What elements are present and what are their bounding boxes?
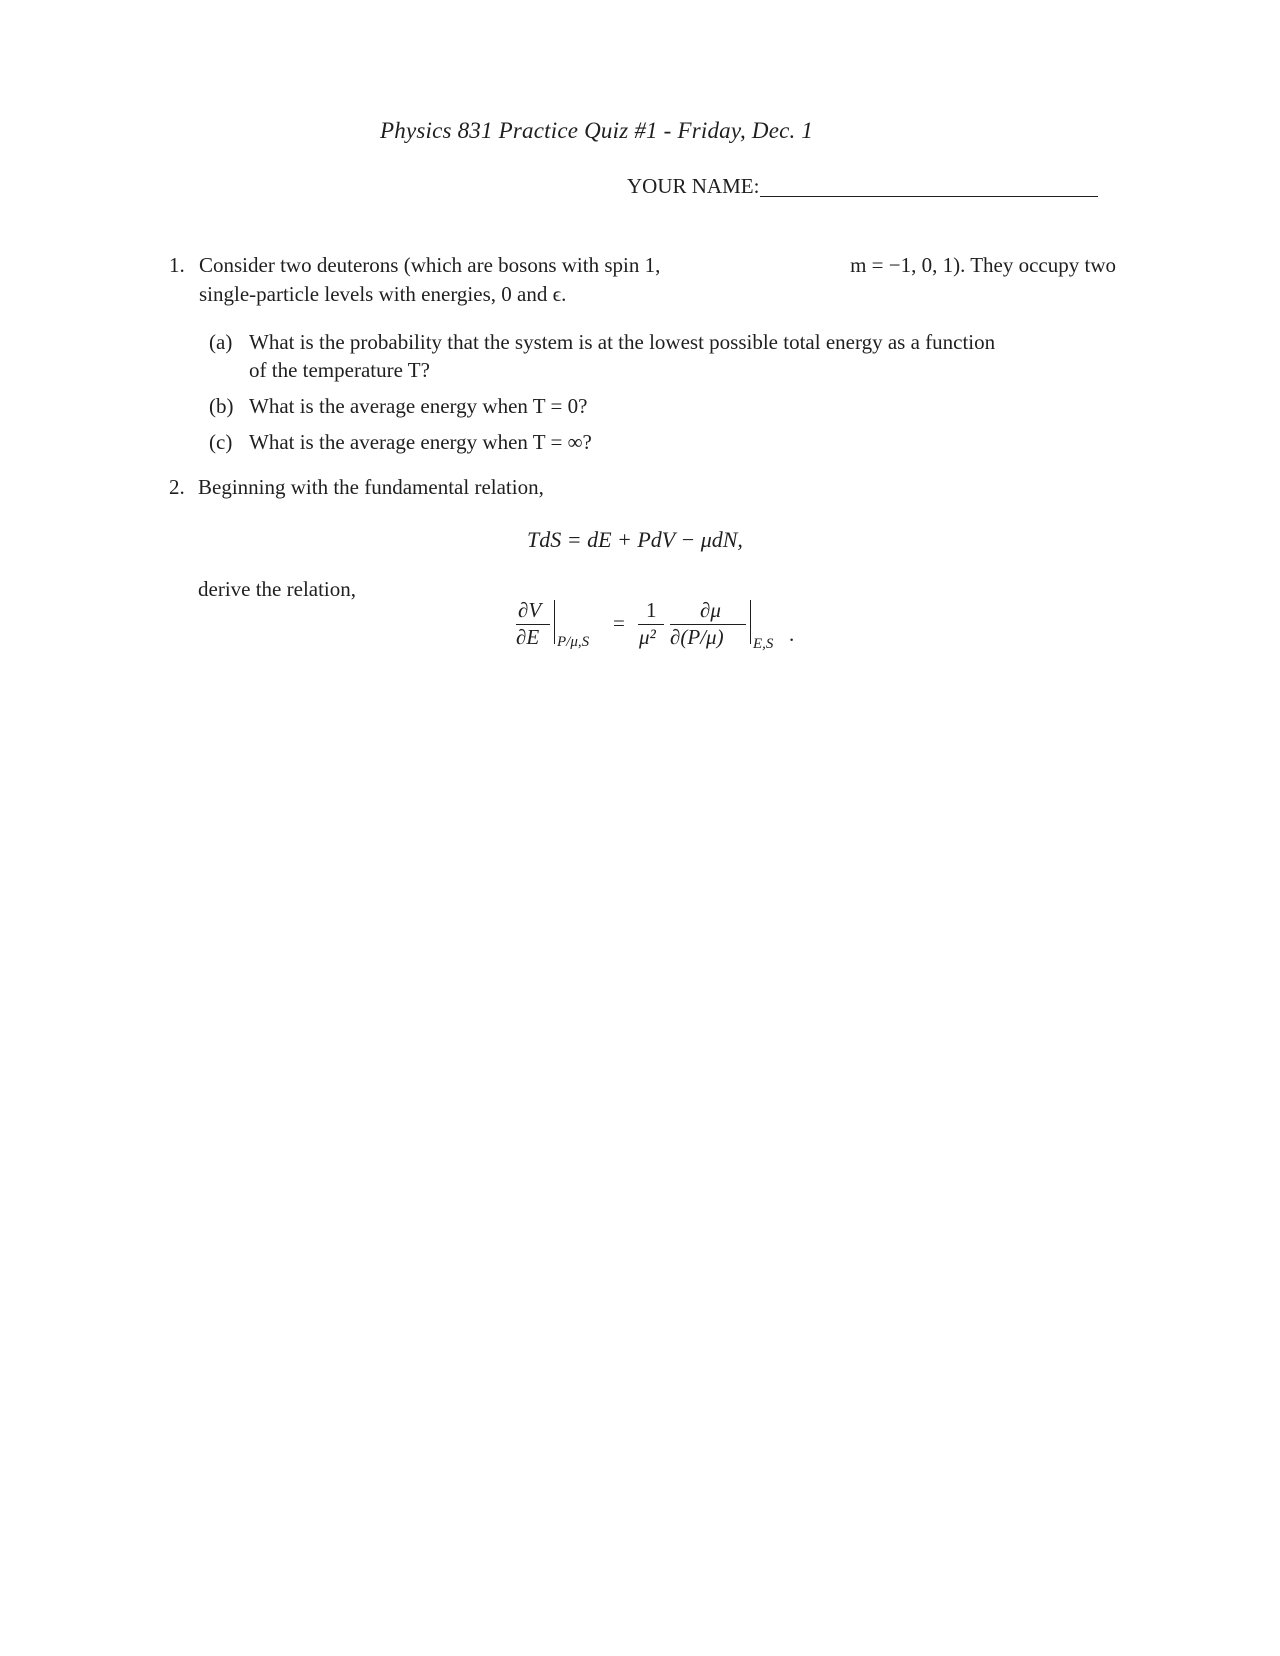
question-1-line-1-left: Consider two deuterons (which are bosons with spin 1, xyxy=(199,253,661,277)
fundamental-relation-equation: TdS = dE + PdV − μdN, xyxy=(527,527,743,552)
rhs-subscript: E,S xyxy=(753,636,774,652)
question-1 xyxy=(169,251,1116,309)
equation-period: . xyxy=(789,622,795,646)
name-label: YOUR NAME: xyxy=(627,174,760,198)
question-1-part-c xyxy=(209,428,909,456)
equals-sign: = xyxy=(613,611,625,635)
page-title: Physics 831 Practice Quiz #1 - Friday, Dec. 1 xyxy=(380,118,814,143)
question-number: 2. xyxy=(169,475,185,499)
rhs-numerator: ∂μ xyxy=(700,598,721,622)
lhs-denominator: ∂E xyxy=(516,625,540,649)
question-1-part-b xyxy=(209,392,909,420)
rhs-denominator: ∂(P/μ) xyxy=(670,625,724,649)
question-2 xyxy=(169,475,544,500)
lhs-numerator: ∂V xyxy=(518,598,542,622)
part-label: (c) xyxy=(209,430,233,454)
part-a-line-2: of the temperature T? xyxy=(249,358,430,382)
name-blank-line xyxy=(760,176,1098,197)
part-label: (a) xyxy=(209,330,233,354)
question-2-text: Beginning with the fundamental relation, xyxy=(198,475,544,499)
part-a-line-1: What is the probability that the system is at the lowest possible total energy as a function xyxy=(249,330,996,354)
question-number: 1. xyxy=(169,253,185,277)
derived-relation-equation xyxy=(500,598,820,668)
part-b-text: What is the average energy when T = 0? xyxy=(249,394,588,418)
coefficient-numerator: 1 xyxy=(646,598,657,622)
name-field xyxy=(627,174,1098,199)
question-1-part-a xyxy=(209,328,1116,384)
part-label: (b) xyxy=(209,394,234,418)
derive-text: derive the relation, xyxy=(198,577,357,601)
rhs-evaluation-bar xyxy=(750,600,751,644)
question-1-line-2: single-particle levels with energies, 0 and ϵ. xyxy=(199,282,567,306)
lhs-subscript: P/μ,S xyxy=(557,634,590,650)
lhs-evaluation-bar xyxy=(554,600,555,644)
part-c-text: What is the average energy when T = ∞? xyxy=(249,430,592,454)
question-1-line-1-right: m = −1, 0, 1). They occupy two xyxy=(850,253,1116,277)
coefficient-denominator: μ² xyxy=(639,625,656,649)
